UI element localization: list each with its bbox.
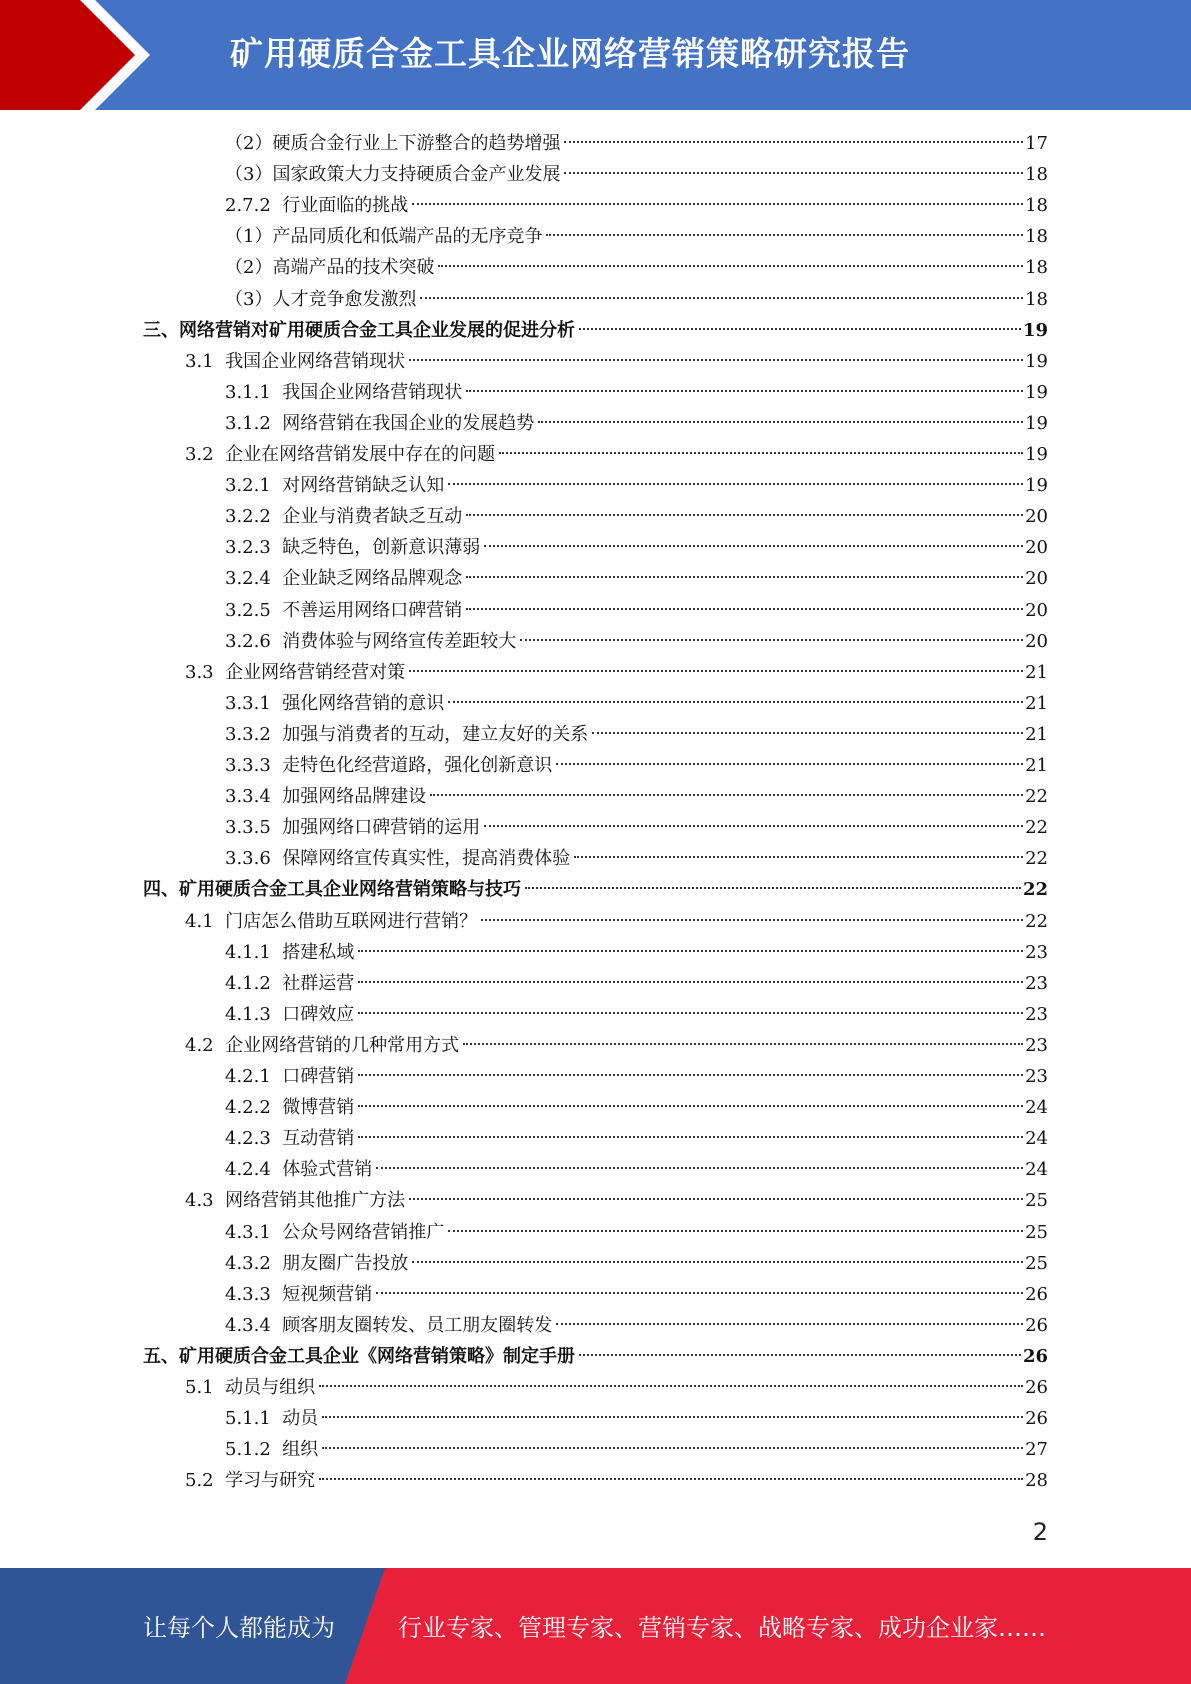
toc-entry[interactable] (225, 843, 1048, 874)
toc-entry-number: 4.2.1 (225, 1066, 283, 1087)
toc-entry[interactable] (185, 906, 1048, 937)
toc-entry-page: 19 (1025, 444, 1048, 465)
toc-entry-number: 3.2.4 (225, 568, 283, 590)
toc-entry-number: 4.2.3 (225, 1128, 283, 1150)
toc-entry-title: 微博营销 (282, 1097, 355, 1119)
toc-dot-leader (358, 1105, 1023, 1107)
toc-dot-leader (592, 732, 1023, 734)
toc-dot-leader (358, 1136, 1023, 1138)
toc-entry[interactable] (225, 1434, 1048, 1465)
toc-dot-leader (556, 1323, 1023, 1325)
toc-entry-page: 22 (1025, 848, 1048, 870)
toc-entry-number: 5.1 (185, 1377, 226, 1398)
toc-dot-leader (448, 701, 1023, 703)
toc-entry[interactable] (225, 812, 1048, 843)
toc-entry-title: 门店怎么借助互联网进行营销？ (225, 910, 478, 932)
toc-entry-number: （2） (225, 133, 273, 154)
toc-entry-number: 3.1 (185, 350, 226, 372)
toc-dot-leader (448, 1230, 1023, 1232)
toc-entry-page: 21 (1025, 755, 1048, 776)
toc-entry-number: 4.1.2 (225, 972, 283, 994)
toc-entry[interactable] (225, 1217, 1048, 1248)
footer-roles: 行业专家、管理专家、营销专家、战略专家、成功企业家…… (398, 1614, 1046, 1642)
header-arrow-decoration (0, 0, 160, 110)
toc-entry[interactable] (225, 563, 1048, 594)
toc-dot-leader (322, 1447, 1023, 1449)
toc-entry-number: 3.1.2 (225, 412, 283, 434)
toc-entry-page: 26 (1025, 1408, 1048, 1430)
toc-entry-title: 体验式营销 (282, 1159, 373, 1181)
toc-entry-number: 4.1.1 (225, 941, 283, 963)
toc-dot-leader (430, 794, 1023, 796)
toc-entry-page: 19 (1022, 319, 1048, 341)
toc-entry-number: 4.3.4 (225, 1314, 283, 1336)
footer-slogan: 让每个人都能成为 (143, 1614, 335, 1642)
toc-entry-title: 口碑效应 (282, 1003, 355, 1025)
toc-entry[interactable] (225, 159, 1048, 190)
toc-entry-page: 22 (1025, 786, 1048, 808)
toc-entry-page: 19 (1025, 350, 1048, 372)
toc-entry-title: 网络营销对矿用硬质合金工具企业发展的促进分析 (179, 319, 575, 341)
toc-entry-number: 3.2.2 (225, 506, 283, 528)
toc-entry[interactable] (225, 1092, 1048, 1123)
toc-entry-title: 我国企业网络营销现状 (225, 350, 406, 372)
toc-entry[interactable] (225, 719, 1048, 750)
toc-entry-title: 互动营销 (282, 1128, 355, 1150)
toc-entry-title: 强化网络营销的意识 (282, 692, 445, 714)
toc-entry-title: 社群运营 (282, 972, 355, 994)
toc-entry-page: 25 (1025, 1221, 1048, 1243)
toc-entry[interactable] (225, 377, 1048, 408)
toc-dot-leader (484, 545, 1023, 547)
toc-dot-leader (420, 297, 1023, 299)
toc-entry[interactable] (225, 1061, 1048, 1092)
toc-entry-number: 5.1.2 (225, 1439, 283, 1461)
toc-entry[interactable] (225, 190, 1048, 221)
toc-entry-number: 3.3.4 (225, 786, 283, 808)
toc-entry[interactable] (143, 874, 1048, 905)
toc-dot-leader (358, 981, 1023, 983)
toc-dot-leader (448, 483, 1023, 485)
toc-entry[interactable] (225, 1123, 1048, 1154)
toc-entry[interactable] (185, 1465, 1048, 1496)
toc-entry-number: 四、 (143, 879, 179, 901)
toc-dot-leader (358, 1074, 1023, 1076)
toc-entry[interactable] (185, 346, 1048, 377)
toc-entry-title: 走特色化经营道路，强化创新意识 (282, 755, 553, 776)
toc-entry-page: 23 (1025, 1066, 1048, 1087)
toc-entry-title: 保障网络宣传真实性，提高消费体验 (282, 848, 571, 870)
toc-entry-title: 公众号网络营销推广 (282, 1221, 445, 1243)
toc-dot-leader (409, 670, 1023, 672)
toc-entry-title: 网络营销在我国企业的发展趋势 (282, 412, 535, 434)
toc-entry-page: 24 (1025, 1128, 1048, 1150)
toc-dot-leader (376, 1292, 1023, 1294)
toc-dot-leader (564, 141, 1023, 143)
toc-entry-page: 26 (1025, 1314, 1048, 1336)
toc-entry-number: 4.3.3 (225, 1283, 283, 1305)
toc-entry[interactable] (225, 252, 1048, 283)
toc-entry-title: 企业网络营销经营对策 (225, 661, 406, 683)
toc-entry-title: 缺乏特色，创新意识薄弱 (282, 537, 481, 559)
toc-entry-number: 3.3.2 (225, 723, 283, 745)
toc-dot-leader (412, 203, 1023, 205)
toc-entry[interactable] (225, 128, 1048, 159)
page-header (0, 0, 1191, 110)
toc-entry-number: 4.2 (185, 1034, 226, 1056)
toc-entry-title: 我国企业网络营销现状 (282, 381, 463, 403)
toc-entry-number: 4.3 (185, 1190, 226, 1212)
toc-entry-title: 加强与消费者的互动，建立友好的关系 (282, 723, 589, 745)
toc-entry[interactable] (225, 1248, 1048, 1279)
toc-dot-leader (556, 763, 1023, 765)
toc-dot-leader (409, 359, 1023, 361)
toc-entry-title: 矿用硬质合金工具企业《网络营销策略》制定手册 (179, 1345, 575, 1367)
toc-entry-number: （1） (225, 226, 273, 248)
toc-entry[interactable] (225, 750, 1048, 781)
toc-entry-title: 企业缺乏网络品牌观念 (282, 568, 463, 590)
toc-dot-leader (376, 1167, 1023, 1169)
toc-entry-title: 短视频营销 (282, 1283, 373, 1305)
toc-dot-leader (525, 887, 1021, 889)
toc-entry-title: 企业在网络营销发展中存在的问题 (225, 444, 496, 465)
toc-dot-leader (538, 421, 1023, 423)
toc-dot-leader (484, 825, 1023, 827)
toc-entry-number: 4.1 (185, 910, 226, 932)
toc-entry-number: 4.1.3 (225, 1003, 283, 1025)
toc-dot-leader (579, 1354, 1021, 1356)
toc-entry[interactable] (225, 595, 1048, 626)
toc-entry-page: 19 (1025, 475, 1048, 497)
toc-entry-page: 21 (1025, 661, 1048, 683)
toc-entry-number: （3） (225, 164, 273, 186)
toc-entry-page: 22 (1025, 910, 1048, 932)
toc-entry[interactable] (225, 626, 1048, 657)
toc-entry-page: 18 (1025, 257, 1048, 279)
toc-entry[interactable] (225, 688, 1048, 719)
toc-entry-page: 23 (1025, 1003, 1048, 1025)
toc-entry-title: 口碑营销 (282, 1066, 355, 1087)
toc-entry-number: 五、 (143, 1345, 179, 1367)
page-footer (0, 1568, 1191, 1684)
toc-entry-number: 3.3.1 (225, 692, 283, 714)
toc-entry-page: 23 (1025, 941, 1048, 963)
toc-entry-page: 20 (1025, 568, 1048, 590)
toc-entry[interactable] (225, 1154, 1048, 1185)
toc-entry-page: 21 (1025, 723, 1048, 745)
toc-entry[interactable] (225, 284, 1048, 315)
toc-entry-title: 矿用硬质合金工具企业网络营销策略与技巧 (179, 879, 521, 901)
toc-entry-page: 28 (1025, 1470, 1048, 1492)
toc-entry-number: 5.2 (185, 1470, 226, 1492)
toc-dot-leader (546, 234, 1023, 236)
toc-entry-title: 搭建私域 (282, 941, 355, 963)
toc-entry[interactable] (225, 1310, 1048, 1341)
toc-dot-leader (466, 514, 1023, 516)
toc-entry[interactable] (225, 408, 1048, 439)
toc-entry-number: 3.1.1 (225, 381, 283, 403)
toc-entry-number: 3.3.6 (225, 848, 283, 870)
toc-entry-number: 3.3 (185, 661, 226, 683)
toc-dot-leader (322, 1416, 1023, 1418)
toc-dot-leader (412, 1261, 1023, 1263)
toc-dot-leader (319, 1478, 1023, 1480)
toc-entry[interactable] (185, 1372, 1048, 1403)
toc-entry-page: 24 (1025, 1159, 1048, 1181)
toc-entry[interactable] (225, 532, 1048, 563)
toc-entry-page: 19 (1025, 381, 1048, 403)
toc-entry[interactable] (185, 657, 1048, 688)
toc-dot-leader (520, 639, 1023, 641)
toc-dot-leader (466, 576, 1023, 578)
toc-entry-number: 4.3.2 (225, 1252, 283, 1274)
toc-entry-page: 27 (1025, 1439, 1048, 1461)
toc-entry-number: （3） (225, 288, 273, 310)
toc-entry-title: 消费体验与网络宣传差距较大 (282, 630, 517, 652)
toc-entry-title: 硬质合金行业上下游整合的趋势增强 (272, 133, 561, 154)
toc-entry-page: 24 (1025, 1097, 1048, 1119)
toc-entry[interactable] (143, 315, 1048, 346)
toc-entry-title: 组织 (282, 1439, 319, 1461)
toc-entry-page: 26 (1025, 1283, 1048, 1305)
toc-entry-page: 23 (1025, 1034, 1048, 1056)
toc-entry[interactable] (225, 1403, 1048, 1434)
toc-dot-leader (466, 608, 1023, 610)
toc-entry[interactable] (143, 1341, 1048, 1372)
toc-entry-title: 加强网络口碑营销的运用 (282, 817, 481, 839)
toc-entry[interactable] (225, 781, 1048, 812)
toc-entry-page: 18 (1025, 164, 1048, 186)
toc-dot-leader (574, 856, 1023, 858)
toc-entry-page: 21 (1025, 692, 1048, 714)
toc-entry-title: 企业网络营销的几种常用方式 (225, 1034, 460, 1056)
toc-dot-leader (358, 1012, 1023, 1014)
toc-entry[interactable] (225, 470, 1048, 501)
toc-entry-page: 20 (1025, 599, 1048, 621)
toc-entry-number: 三、 (143, 319, 179, 341)
report-title: 矿用硬质合金工具企业网络营销策略研究报告 (230, 34, 910, 73)
toc-entry-number: 4.2.4 (225, 1159, 283, 1181)
toc-entry-title: 高端产品的技术突破 (272, 257, 435, 279)
toc-entry[interactable] (225, 221, 1048, 252)
toc-dot-leader (499, 452, 1023, 454)
toc-entry-number: （2） (225, 257, 273, 279)
toc-entry-number: 2.7.2 (225, 195, 283, 217)
toc-entry-title: 网络营销其他推广方法 (225, 1190, 406, 1212)
toc-dot-leader (463, 1043, 1023, 1045)
toc-entry-title: 朋友圈广告投放 (282, 1252, 409, 1274)
toc-entry[interactable] (225, 937, 1048, 968)
toc-entry-page: 26 (1022, 1345, 1048, 1367)
toc-entry-title: 企业与消费者缺乏互动 (282, 506, 463, 528)
toc-entry-page: 19 (1025, 412, 1048, 434)
toc-entry-title: 人才竞争愈发激烈 (272, 288, 417, 310)
toc-entry[interactable] (225, 999, 1048, 1030)
toc-entry-page: 18 (1025, 195, 1048, 217)
toc-entry-number: 4.3.1 (225, 1221, 283, 1243)
toc-dot-leader (409, 1198, 1023, 1200)
toc-dot-leader (466, 390, 1023, 392)
toc-entry-number: 3.2.1 (225, 475, 283, 497)
toc-entry[interactable] (185, 1030, 1048, 1061)
toc-entry-title: 加强网络品牌建设 (282, 786, 427, 808)
toc-entry-title: 国家政策大力支持硬质合金产业发展 (272, 164, 561, 186)
toc-entry-number: 3.2.5 (225, 599, 283, 621)
toc-entry[interactable] (225, 968, 1048, 999)
toc-dot-leader (319, 1385, 1023, 1387)
toc-entry-page: 23 (1025, 972, 1048, 994)
toc-entry-number: 3.2.6 (225, 630, 283, 652)
toc-entry-title: 动员 (282, 1408, 319, 1430)
page-number: 2 (1032, 1518, 1048, 1546)
toc-entry-number: 5.1.1 (225, 1408, 283, 1430)
toc-entry-page: 20 (1025, 537, 1048, 559)
toc-dot-leader (564, 172, 1023, 174)
toc-entry-title: 不善运用网络口碑营销 (282, 599, 463, 621)
toc-dot-leader (358, 950, 1023, 952)
toc-entry-title: 对网络营销缺乏认知 (282, 475, 445, 497)
toc-entry-page: 20 (1025, 506, 1048, 528)
toc-entry[interactable] (185, 1185, 1048, 1216)
toc-dot-leader (579, 328, 1021, 330)
toc-entry-page: 25 (1025, 1190, 1048, 1212)
toc-entry-number: 3.3.3 (225, 755, 283, 776)
toc-entry-page: 18 (1025, 288, 1048, 310)
toc-entry-title: 产品同质化和低端产品的无序竞争 (272, 226, 543, 248)
toc-entry-number: 3.3.5 (225, 817, 283, 839)
toc-entry-page: 18 (1025, 226, 1048, 248)
toc-dot-leader (438, 265, 1023, 267)
toc-entry-page: 25 (1025, 1252, 1048, 1274)
toc-entry-page: 22 (1022, 879, 1048, 901)
toc-entry-page: 22 (1025, 817, 1048, 839)
toc-entry[interactable] (225, 501, 1048, 532)
toc-entry-number: 4.2.2 (225, 1097, 283, 1119)
toc-dot-leader (481, 919, 1023, 921)
toc-entry[interactable] (225, 1279, 1048, 1310)
toc-entry[interactable] (185, 439, 1048, 470)
toc-entry-number: 3.2 (185, 444, 226, 465)
toc-entry-number: 3.2.3 (225, 537, 283, 559)
toc-entry-title: 行业面临的挑战 (282, 195, 409, 217)
toc-entry-page: 20 (1025, 630, 1048, 652)
toc-entry-title: 顾客朋友圈转发、员工朋友圈转发 (282, 1314, 553, 1336)
toc-entry-title: 学习与研究 (225, 1470, 316, 1492)
toc-entry-page: 17 (1025, 133, 1048, 154)
toc-entry-page: 26 (1025, 1377, 1048, 1398)
toc-entry-title: 动员与组织 (225, 1377, 316, 1398)
